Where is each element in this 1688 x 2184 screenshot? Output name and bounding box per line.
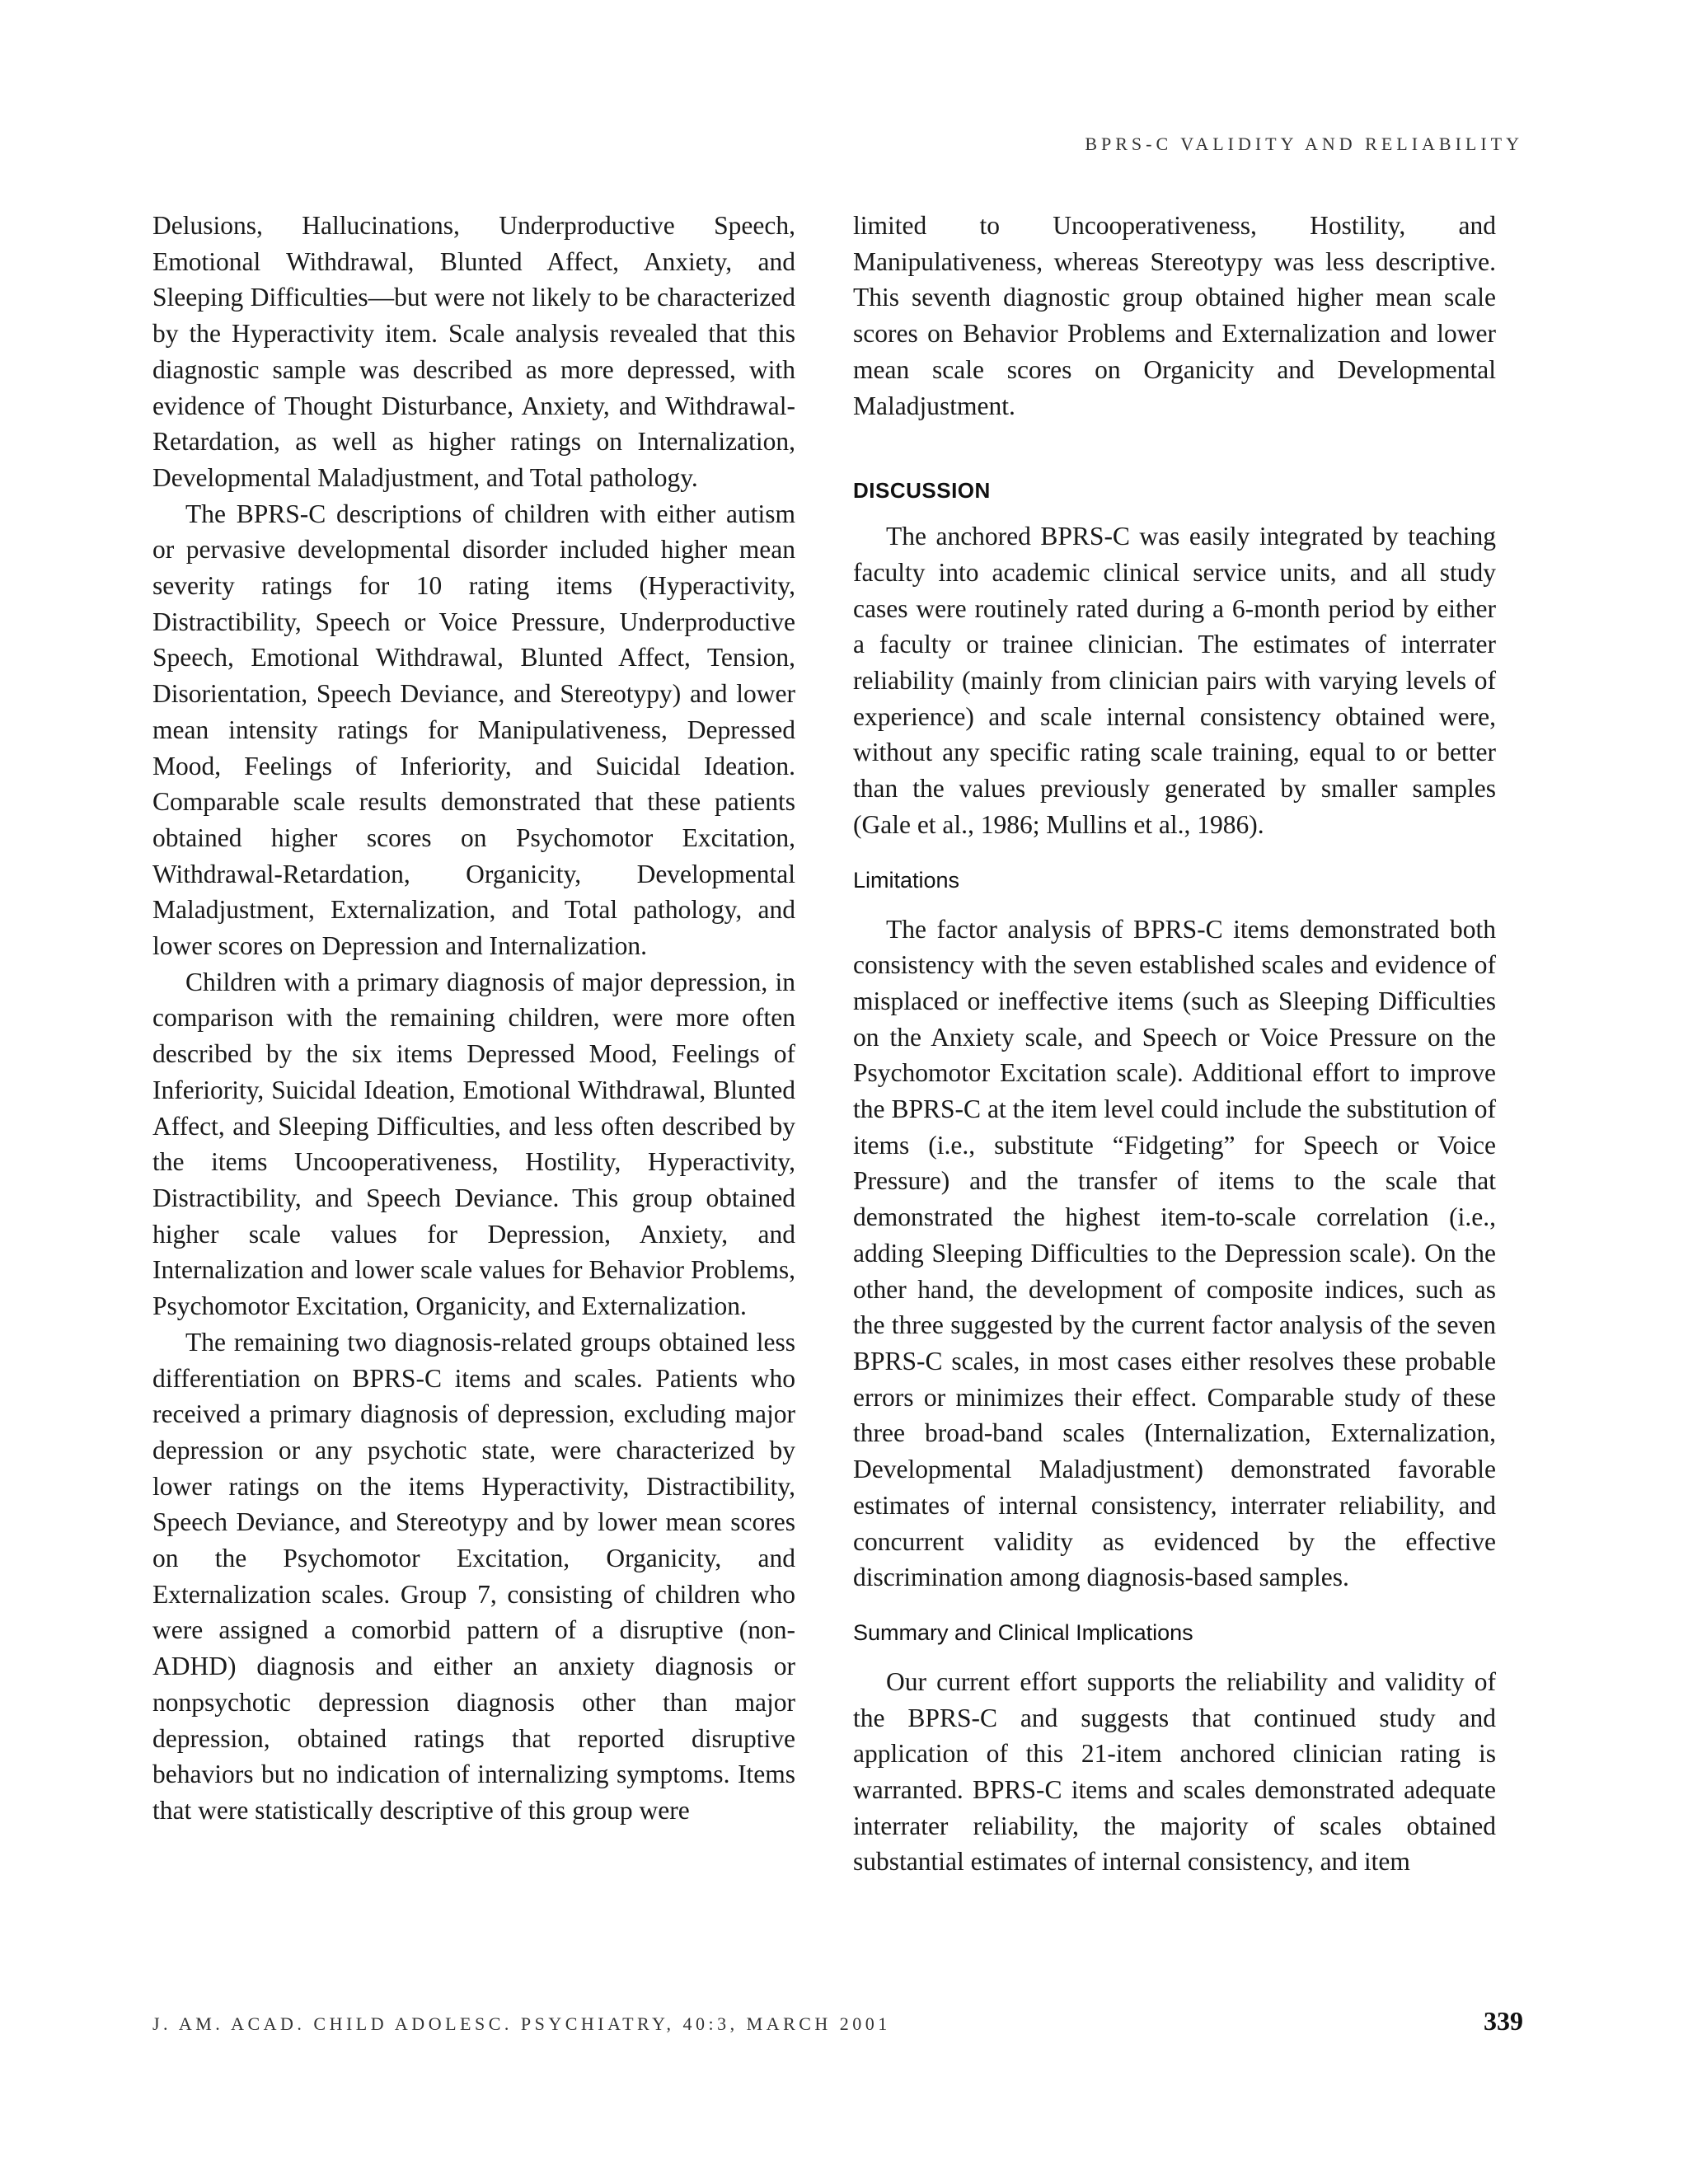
journal-citation: J. AM. ACAD. CHILD ADOLESC. PSYCHIATRY, 40:3, MARCH 2001: [152, 2013, 891, 2034]
body-paragraph: Delusions, Hallucinations, Underproductive Speech, Emotional Withdrawal, Blunted Affect, Anxiety, and Sleeping Difficulties—but were not likely to be characterized by the Hyperactivity item. Scale analysis revealed that this diagnostic sample was described as more depressed, with evidence of Thought Disturbance, Anxiety, and Withdrawal-Retardation, as well as higher ratings on Internalization, Developmental Maladjustment, and Total pathology.: [152, 211, 795, 492]
body-paragraph: The BPRS-C descriptions of children with either autism or pervasive developmental disorder included higher mean severity ratings for 10 rating items (Hyperactivity, Distractibility, Speech or Voice Pressure, Underproductive Speech, Emotional Withdrawal, Blunted Affect, Tension, Disorientation, Speech Deviance, and Stereotypy) and lower mean intensity ratings for Manipulativeness, Depressed Mood, Feelings of Inferiority, and Suicidal Ideation. Comparable scale results demonstrated that these patients obtained higher scores on Psychomotor Excitation, Withdrawal-Retardation, Organicity, Developmental Maladjustment, Externalization, and Total pathology, and lower scores on Depression and Internalization.: [152, 499, 795, 961]
summary-heading: Summary and Clinical Implications: [853, 1619, 1193, 1645]
body-paragraph: The factor analysis of BPRS-C items demonstrated both consistency with the seven established scales and evidence of misplaced or ineffective items (such as Sleeping Difficulties on the Anxiety scale, and Speech or Voice Pressure on the Psychomotor Excitation scale). Additional effort to improve the BPRS-C at the item level could include the substitution of items (i.e., substitute “Fidgeting” for Speech or Voice Pressure) and the transfer of items to the scale that demonstrated the highest item-to-scale correlation (i.e., adding Sleeping Difficulties to the Depression scale). On the other hand, the development of composite indices, such as the three suggested by the current factor analysis of the seven BPRS-C scales, in most cases either resolves these probable errors or minimizes their effect. Comparable study of these three broad-band scales (Internalization, Externalization, Developmental Maladjustment) demonstrated favorable estimates of internal consistency, interrater reliability, and concurrent validity as evidenced by the effective discrimination among diagnosis-based samples.: [853, 914, 1496, 1592]
body-paragraph: The anchored BPRS-C was easily integrated by teaching faculty into academic clinical service units, and all study cases were routinely rated during a 6-month period by either a faculty or trainee clinician. The estimates of interrater reliability (mainly from clinician pairs with varying levels of experience) and scale internal consistency obtained were, without any specific rating scale training, equal to or better than the values previously generated by smaller samples (Gale et al., 1986; Mullins et al., 1986).: [853, 522, 1496, 839]
body-paragraph: The remaining two diagnosis-related groups obtained less differentiation on BPRS-C items and scales. Patients who received a primary diagnosis of depression, excluding major depression or any psychotic state, were characterized by lower ratings on the items Hyperactivity, Distractibility, Speech Deviance, and Stereotypy and by lower mean scores on the Psychomotor Excitation, Organicity, and Externalization scales. Group 7, consisting of children who were assigned a comorbid pattern of a disruptive (non-ADHD) diagnosis and either an anxiety diagnosis or nonpsychotic depression diagnosis other than major depression, obtained ratings that reported disruptive behaviors but no indication of internalizing symptoms. Items that were statistically descriptive of this group were: [152, 1327, 795, 1825]
body-paragraph: limited to Uncooperativeness, Hostility, and Manipulativeness, whereas Stereotypy was less descriptive. This seventh diagnostic group obtained higher mean scale scores on Behavior Problems and Externalization and lower mean scale scores on Organicity and Developmental Maladjustment.: [853, 211, 1496, 420]
discussion-heading: DISCUSSION: [853, 478, 991, 504]
body-paragraph: Children with a primary diagnosis of major depression, in comparison with the remaining children, were more often described by the six items Depressed Mood, Feelings of Inferiority, Suicidal Ideation, Emotional Withdrawal, Blunted Affect, and Sleeping Difficulties, and less often described by the items Uncooperativeness, Hostility, Hyperactivity, Distractibility, and Speech Deviance. This group obtained higher scale values for Depression, Anxiety, and Internalization and lower scale values for Behavior Problems, Psychomotor Excitation, Organicity, and Externalization.: [152, 967, 795, 1321]
limitations-heading: Limitations: [853, 867, 960, 893]
right-column: [853, 208, 1496, 1880]
body-paragraph: Our current effort supports the reliability and validity of the BPRS-C and suggests that continued study and application of this 21-item anchored clinician rating is warranted. BPRS-C items and scales demonstrated adequate interrater reliability, the majority of scales obtained substantial estimates of internal consistency, and item: [853, 1666, 1496, 1877]
running-head: BPRS-C VALIDITY AND RELIABILITY: [1085, 134, 1523, 154]
page-number: 339: [1484, 2006, 1523, 2036]
left-column: [152, 208, 795, 1829]
